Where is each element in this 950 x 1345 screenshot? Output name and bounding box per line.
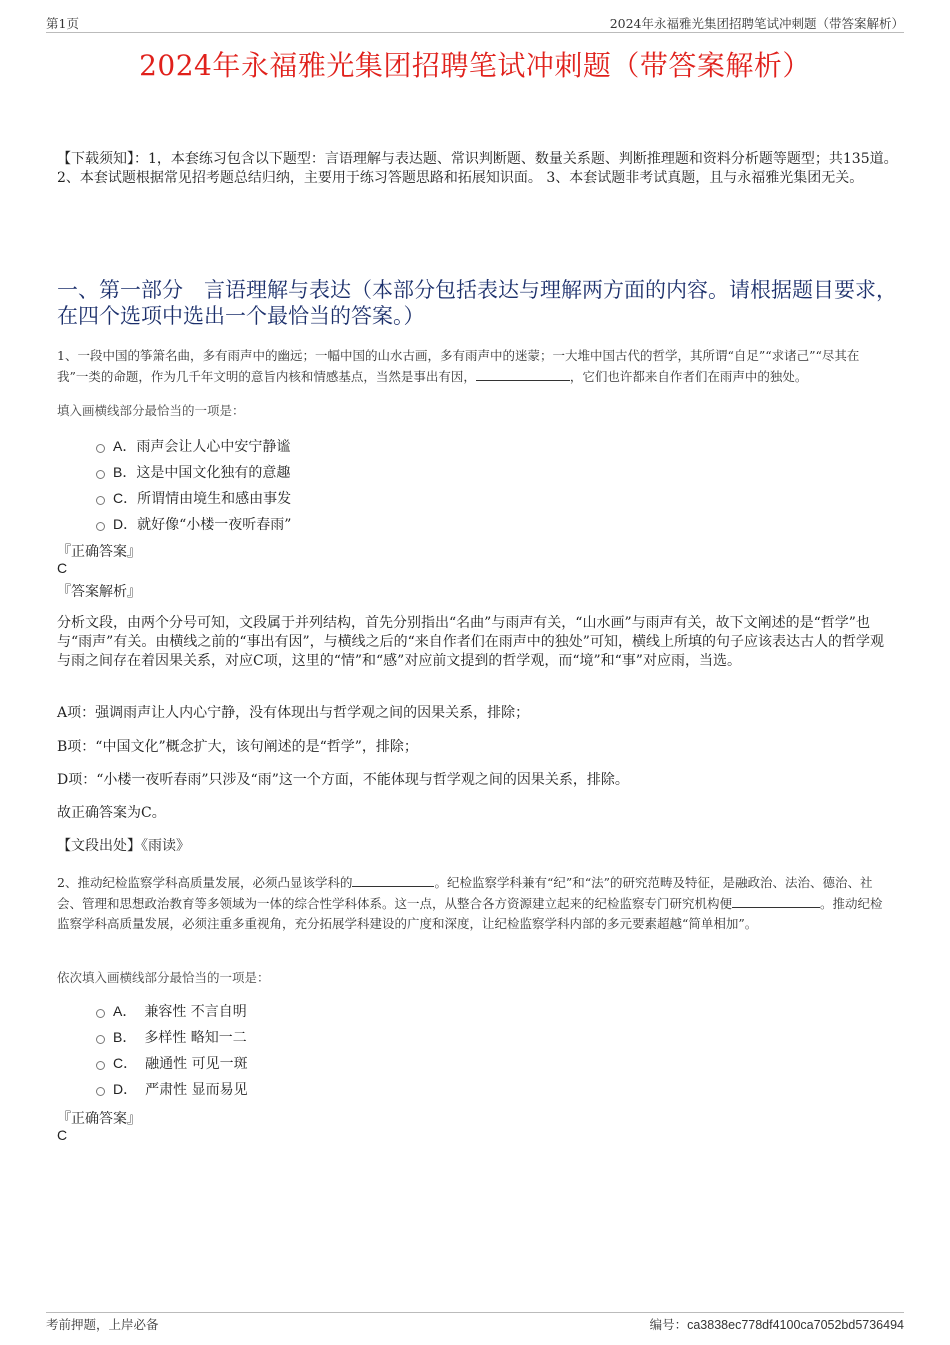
- question-2-text-part-a: 2、推动纪检监察学科高质量发展，必须凸显该学科的: [57, 875, 353, 890]
- question-1-text: [57, 346, 887, 387]
- radio-icon[interactable]: [96, 1087, 105, 1096]
- analysis-note-d: D项：“小楼一夜听春雨”只涉及“雨”这一个方面，不能体现与哲学观之间的因果关系，排除。: [57, 772, 629, 788]
- analysis-text: 分析文段，由两个分号可知，文段属于并列结构，首先分别指出“名曲”与雨声有关，“山水画”与雨声有关，故下文阐述的是“哲学”也与“雨声”有关。由横线之前的“事出有因”，与横线之后的“来自作者们在雨声中的独处”可知，横线上所填的句子应该表达古人的哲学观与雨之间存在着因果关系，对应C项，这里的“情”和“感”对应前文提到的哲学观，而“境”和“事”对应雨，当选。: [57, 615, 884, 669]
- option-text: 兼容性 不言自明: [144, 1004, 247, 1020]
- option-key: B．: [113, 1029, 137, 1045]
- question-1-prompt: 填入画横线部分最恰当的一项是：: [57, 403, 245, 418]
- section-heading: 一、第一部分 言语理解与表达（本部分包括表达与理解两方面的内容。请根据题目要求，在四个选项中选出一个最恰当的答案。）: [57, 278, 897, 328]
- option-text: 融通性 可见一斑: [145, 1056, 248, 1072]
- footer-code-value: ca3838ec778df4100ca7052bd5736494: [687, 1318, 904, 1332]
- radio-icon[interactable]: [96, 1009, 105, 1018]
- answer-blank: [352, 872, 434, 887]
- question-1-text-part-a: 1、一段中国的筝箫名曲，多有雨声中的幽远；一幅中国的山水古画，多有雨声中的迷蒙；一大堆中国古代的哲学，其所谓“自足”“求诸己”“尽其在我”一类的命题，作为几千年文明的意旨内核和情感基点，当然是事出有因，: [57, 348, 860, 384]
- option-b[interactable]: [96, 1024, 248, 1050]
- answer-value: C: [57, 560, 68, 576]
- option-key: D．: [113, 516, 138, 532]
- radio-icon[interactable]: [96, 496, 105, 505]
- answer-blank: [476, 366, 570, 381]
- radio-icon[interactable]: [96, 1035, 105, 1044]
- page-title: 2024年永福雅光集团招聘笔试冲刺题（带答案解析）: [139, 49, 811, 82]
- option-key: D．: [113, 1081, 138, 1097]
- radio-icon[interactable]: [96, 444, 105, 453]
- option-d[interactable]: [96, 1076, 248, 1102]
- radio-icon[interactable]: [96, 470, 105, 479]
- question-2-text-part-b: 。纪检监察学科兼有“纪”和“法”的研究范畴及特征，是融政治、法治、德治、社会、管理和思想政治教育等多领域为一体的综合性学科体系。这一点，从整合各方资源建立起来的纪检监察专门研究机构便: [57, 875, 873, 911]
- passage-source: 【文段出处】《雨读》: [57, 838, 190, 854]
- question-2-text: [57, 872, 887, 934]
- option-c[interactable]: [96, 485, 291, 511]
- footer-slogan: 考前押题，上岸必备: [46, 1317, 159, 1332]
- option-key: A．: [113, 438, 137, 454]
- answer-label: 『正确答案』: [57, 1111, 141, 1127]
- radio-icon[interactable]: [96, 1061, 105, 1070]
- question-1-text-part-b: ，它们也许都来自作者们在雨声中的独处。: [569, 369, 808, 384]
- option-text: 雨声会让人心中安宁静谧: [136, 439, 291, 455]
- page-header: [46, 14, 904, 33]
- option-key: C．: [113, 490, 138, 506]
- option-text: 严肃性 显而易见: [145, 1082, 248, 1098]
- footer-code-label: 编号：: [649, 1317, 688, 1332]
- download-notice: 【下载须知】：1，本套练习包含以下题型：言语理解与表达题、常识判断题、数量关系题、判断推理题和资料分析题等题型；共135道。 2、本套试题根据常见招考题总结归纳，主要用于练习答题思路和拓展知识面。 3、本套试题非考试真题，且与永福雅光集团无关。: [57, 151, 898, 186]
- option-key: A．: [113, 1003, 137, 1019]
- option-text: 就好像“小楼一夜听春雨”: [137, 517, 292, 533]
- footer-code: [650, 1315, 904, 1333]
- answer-label: 『正确答案』: [57, 544, 141, 560]
- analysis-conclusion: 故正确答案为C。: [57, 805, 166, 821]
- radio-icon[interactable]: [96, 522, 105, 531]
- analysis-note-b: B项：“中国文化”概念扩大，该句阐述的是“哲学”，排除；: [57, 739, 418, 755]
- option-a[interactable]: [96, 433, 291, 459]
- option-text: 这是中国文化独有的意趣: [136, 465, 291, 481]
- option-text: 所谓情由境生和感由事发: [137, 491, 292, 507]
- analysis-label: 『答案解析』: [57, 584, 141, 600]
- question-2-prompt: 依次填入画横线部分最恰当的一项是：: [57, 970, 270, 985]
- option-b[interactable]: [96, 459, 291, 485]
- option-key: B．: [113, 464, 137, 480]
- answer-blank: [732, 893, 820, 908]
- option-text: 多样性 略知一二: [144, 1030, 247, 1046]
- answer-value: C: [57, 1127, 68, 1143]
- page-footer: [46, 1312, 904, 1332]
- option-key: C．: [113, 1055, 138, 1071]
- page-number: 第1页: [46, 16, 79, 31]
- option-a[interactable]: [96, 998, 248, 1024]
- question-2-options: [96, 998, 248, 1102]
- analysis-note-a: A项：强调雨声让人内心宁静，没有体现出与哲学观之间的因果关系，排除；: [57, 705, 530, 721]
- option-d[interactable]: [96, 511, 291, 537]
- header-doc-title: 2024年永福雅光集团招聘笔试冲刺题（带答案解析）: [609, 16, 904, 31]
- question-2-text-part-c: 。推动纪检监察学科高质量发展，必须注重多重视角，充分拓展学科建设的广度和深度，让纪检监察学科内部的多元要素超越“简单相加”。: [57, 896, 883, 931]
- option-c[interactable]: [96, 1050, 248, 1076]
- question-1-options: [96, 433, 291, 537]
